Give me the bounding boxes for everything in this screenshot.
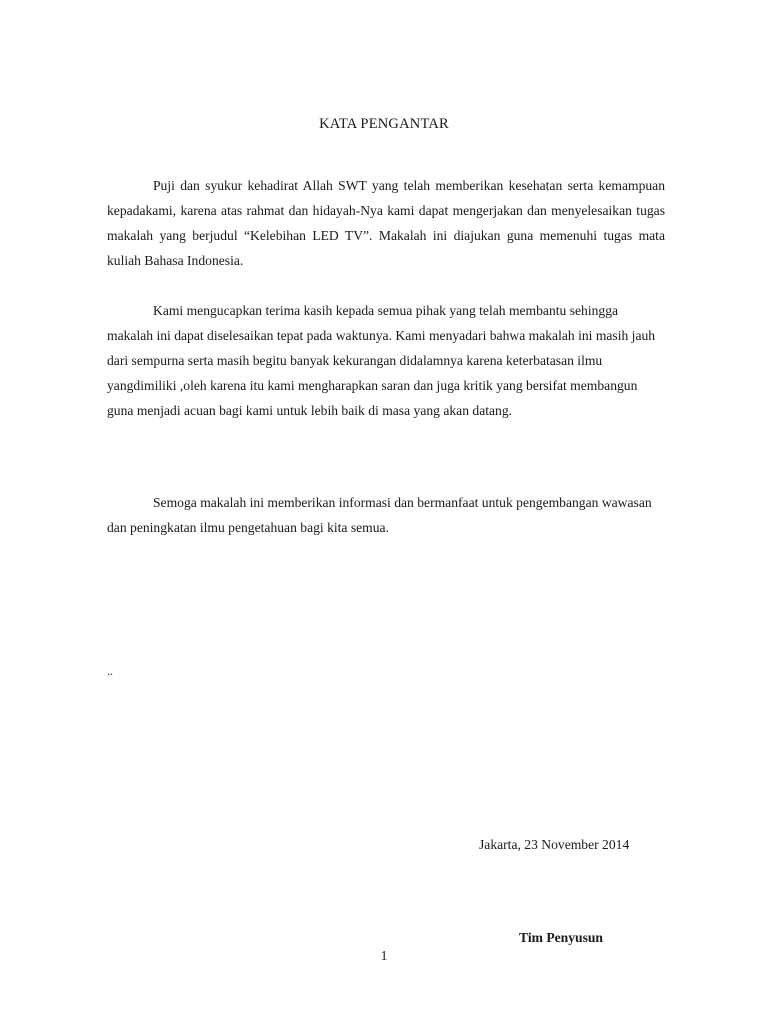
- paragraph-2: Kami mengucapkan terima kasih kepada semua pihak yang telah membantu sehingga makalah ini dapat diselesaikan tepat pada waktunya. Kami menyadari bahwa makalah ini masih jauh dari sempurna serta masih begitu banyak kekurangan didalamnya karena keterbatasan ilmu yangdimiliki ,oleh karena itu kami mengharapkan saran dan juga kritik yang bersifat membangun guna menjadi acuan bagi kami untuk lebih baik di masa yang akan datang.: [107, 303, 656, 418]
- page-number: 1: [380, 948, 388, 963]
- stray-mark: ..: [107, 664, 113, 678]
- page-title: KATA PENGANTAR: [319, 116, 449, 132]
- place-date: Jakarta, 23 November 2014: [479, 837, 630, 852]
- paragraph-3: Semoga makalah ini memberikan informasi dan bermanfaat untuk pengembangan wawasan dan peningkatan ilmu pengetahuan bagi kita semua.: [107, 495, 652, 535]
- paragraph-1: Puji dan syukur kehadirat Allah SWT yang telah memberikan kesehatan serta kemampuan kepadakami, karena atas rahmat dan hidayah-Nya kami dapat mengerjakan dan menyelesaikan tugas makalah yang berjudul “Kelebihan LED TV”. Makalah ini diajukan guna memenuhi tugas mata kuliah Bahasa Indonesia.: [107, 178, 665, 268]
- signer-name: Tim Penyusun: [519, 930, 603, 945]
